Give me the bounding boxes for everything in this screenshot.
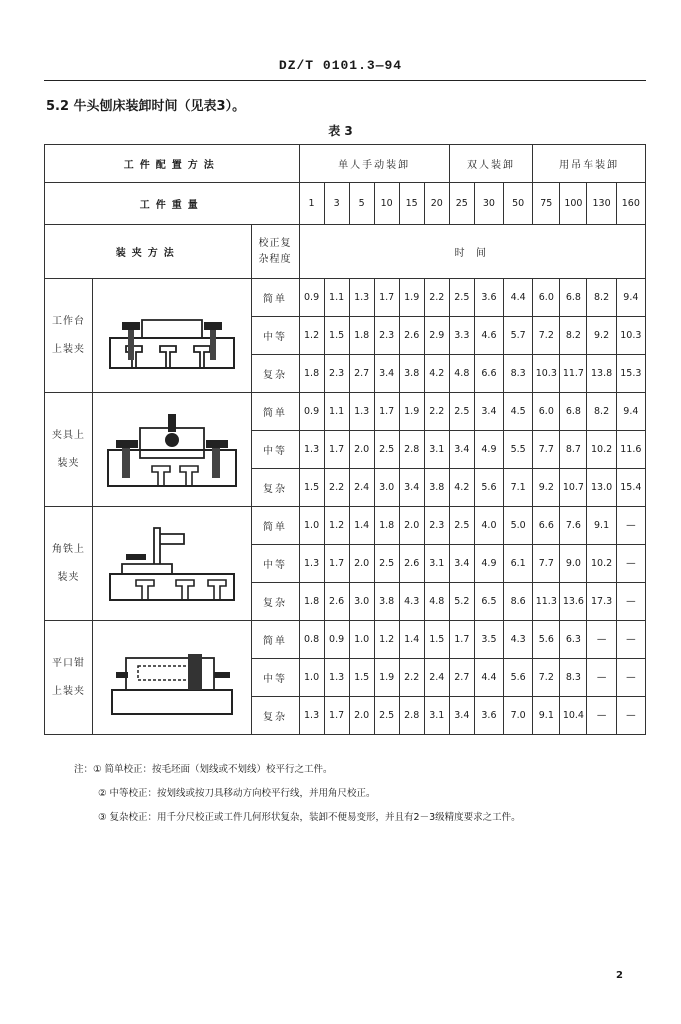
time-value-cell: 3.4 (399, 469, 424, 507)
weight-cell: 75 (533, 183, 560, 225)
time-value-cell: 2.0 (349, 697, 374, 735)
time-value-cell: 2.4 (424, 659, 449, 697)
weight-cell: 10 (374, 183, 399, 225)
complexity-level-cell: 中等 (251, 545, 299, 583)
time-value-cell: 1.4 (399, 621, 424, 659)
time-value-cell: 1.5 (349, 659, 374, 697)
time-value-cell: 5.2 (449, 583, 474, 621)
time-value-cell: 6.6 (533, 507, 560, 545)
weight-cell: 1 (299, 183, 324, 225)
clamping-method-label-line2: 上装夹 (51, 343, 85, 355)
time-value-cell: 1.3 (349, 393, 374, 431)
section-title: 5.2 牛头刨床装卸时间（见表3）。 (46, 99, 246, 114)
time-value-cell: 11.7 (560, 355, 587, 393)
time-value-cell: 2.5 (374, 431, 399, 469)
time-value-cell: 1.8 (349, 317, 374, 355)
time-value-cell: 5.6 (474, 469, 503, 507)
clamping-method-header: 装夹方法 (45, 225, 252, 279)
time-value-cell: 4.8 (449, 355, 474, 393)
time-value-cell: 2.9 (424, 317, 449, 355)
time-value-cell: — (616, 659, 645, 697)
time-value-cell: 4.0 (474, 507, 503, 545)
time-value-cell: 8.2 (560, 317, 587, 355)
time-value-cell: — (616, 583, 645, 621)
time-value-cell: 15.3 (616, 355, 645, 393)
time-value-cell: 8.2 (587, 279, 616, 317)
table-row (45, 393, 646, 431)
time-value-cell: — (587, 621, 616, 659)
clamping-method-label-line1: 工作台 (51, 315, 85, 327)
clamping-method-label (45, 507, 93, 621)
clamping-method-label-line1: 平口钳 (51, 657, 85, 669)
clamping-method-label-line2: 装夹 (57, 457, 80, 469)
time-value-cell: 4.3 (399, 583, 424, 621)
time-value-cell: 3.8 (374, 583, 399, 621)
time-value-cell: 1.8 (299, 355, 324, 393)
time-value-cell: 1.8 (374, 507, 399, 545)
complexity-level-cell: 简单 (251, 279, 299, 317)
time-value-cell: 15.4 (616, 469, 645, 507)
document-code: DZ/T 0101.3—94 (278, 58, 403, 73)
clamping-method-label-line2: 上装夹 (51, 685, 85, 697)
complexity-header-line1: 校正复 (258, 237, 292, 249)
angle-iron-clamp-figure (102, 514, 242, 614)
table-row (45, 507, 646, 545)
time-value-cell: 4.9 (474, 545, 503, 583)
weight-cell: 100 (560, 183, 587, 225)
time-value-cell: 3.0 (349, 583, 374, 621)
time-value-cell: 8.7 (560, 431, 587, 469)
complexity-header (251, 225, 299, 279)
weight-cell: 20 (424, 183, 449, 225)
time-value-cell: 4.2 (424, 355, 449, 393)
time-value-cell: 4.6 (474, 317, 503, 355)
time-value-cell: 3.4 (449, 431, 474, 469)
time-value-cell: 1.2 (299, 317, 324, 355)
time-value-cell: 2.8 (399, 697, 424, 735)
time-value-cell: 1.0 (299, 659, 324, 697)
time-value-cell: 2.7 (349, 355, 374, 393)
table-row (45, 279, 646, 317)
time-value-cell: 2.5 (449, 279, 474, 317)
time-value-cell: 5.6 (533, 621, 560, 659)
table-caption: 表 3 (328, 124, 353, 138)
time-value-cell: 3.3 (449, 317, 474, 355)
worktable-clamp-figure (102, 286, 242, 386)
time-value-cell: 4.3 (504, 621, 533, 659)
complexity-level-cell: 复杂 (251, 355, 299, 393)
complexity-level-cell: 复杂 (251, 697, 299, 735)
time-value-cell: 0.9 (299, 393, 324, 431)
time-value-cell: 2.3 (324, 355, 349, 393)
time-value-cell: 2.5 (449, 393, 474, 431)
time-value-cell: 4.2 (449, 469, 474, 507)
time-value-cell: 1.7 (374, 393, 399, 431)
weight-cell: 30 (474, 183, 503, 225)
table-notes (74, 758, 521, 830)
header-rule (44, 80, 646, 81)
group-header-crane: 用吊车装卸 (533, 145, 646, 183)
time-value-cell: 1.1 (324, 393, 349, 431)
table-row (45, 621, 646, 659)
time-value-cell: 2.0 (399, 507, 424, 545)
time-value-cell: 2.4 (349, 469, 374, 507)
time-value-cell: 2.5 (374, 697, 399, 735)
time-value-cell: 2.3 (374, 317, 399, 355)
time-value-cell: 6.8 (560, 279, 587, 317)
fixture-clamp-figure (102, 400, 242, 500)
time-value-cell: 1.3 (299, 431, 324, 469)
time-value-cell: 9.4 (616, 393, 645, 431)
clamping-method-label-line2: 装夹 (57, 571, 80, 583)
complexity-level-cell: 简单 (251, 393, 299, 431)
complexity-level-cell: 复杂 (251, 583, 299, 621)
time-value-cell: 1.9 (374, 659, 399, 697)
header-row-weight (45, 183, 646, 225)
time-value-cell: 1.3 (299, 545, 324, 583)
group-header-double: 双人装卸 (449, 145, 532, 183)
time-value-cell: 9.2 (587, 317, 616, 355)
time-value-cell: 6.8 (560, 393, 587, 431)
time-value-cell: 1.5 (299, 469, 324, 507)
workpiece-method-header: 工件配置方法 (45, 145, 300, 183)
complexity-header-line2: 杂程度 (258, 253, 292, 265)
vise-clamp-figure (102, 628, 242, 728)
header-row-clamping (45, 225, 646, 279)
clamping-figure-cell (92, 621, 251, 735)
time-value-cell: 1.7 (324, 431, 349, 469)
complexity-level-cell: 中等 (251, 317, 299, 355)
time-value-cell: 1.7 (324, 545, 349, 583)
clamping-method-label (45, 393, 93, 507)
time-value-cell: 3.4 (474, 393, 503, 431)
time-value-cell: 1.4 (349, 507, 374, 545)
time-value-cell: 2.2 (399, 659, 424, 697)
time-value-cell: 9.4 (616, 279, 645, 317)
time-value-cell: — (616, 621, 645, 659)
time-value-cell: 5.5 (504, 431, 533, 469)
clamping-figure-cell (92, 507, 251, 621)
time-value-cell: 3.6 (474, 279, 503, 317)
time-value-cell: 3.1 (424, 545, 449, 583)
group-header-single: 单人手动装卸 (299, 145, 449, 183)
time-value-cell: 1.0 (299, 507, 324, 545)
time-value-cell: 10.2 (587, 431, 616, 469)
time-value-cell: 1.2 (324, 507, 349, 545)
clamping-method-label-line1: 角铁上 (51, 543, 85, 555)
clamping-figure-cell (92, 279, 251, 393)
page-number: 2 (616, 970, 623, 981)
time-value-cell: — (587, 659, 616, 697)
time-value-cell: 9.1 (533, 697, 560, 735)
time-value-cell: — (616, 697, 645, 735)
time-value-cell: 4.9 (474, 431, 503, 469)
time-value-cell: 1.0 (349, 621, 374, 659)
time-value-cell: 6.0 (533, 279, 560, 317)
time-value-cell: 3.6 (474, 697, 503, 735)
time-value-cell: 3.1 (424, 431, 449, 469)
weight-cell: 15 (399, 183, 424, 225)
time-value-cell: 8.6 (504, 583, 533, 621)
time-value-cell: 1.9 (399, 279, 424, 317)
complexity-level-cell: 复杂 (251, 469, 299, 507)
time-value-cell: 8.2 (587, 393, 616, 431)
time-value-cell: 5.7 (504, 317, 533, 355)
time-value-cell: 6.6 (474, 355, 503, 393)
note-1: 注：① 简单校正：按毛坯面（划线或不划线）校平行之工件。 (74, 764, 333, 775)
time-header: 时 间 (299, 225, 645, 279)
time-value-cell: 2.5 (374, 545, 399, 583)
time-value-cell: 2.0 (349, 545, 374, 583)
time-value-cell: 5.0 (504, 507, 533, 545)
clamping-figure-cell (92, 393, 251, 507)
time-value-cell: 10.7 (560, 469, 587, 507)
clamping-time-table (44, 144, 646, 735)
time-value-cell: 2.6 (399, 545, 424, 583)
time-value-cell: 10.3 (616, 317, 645, 355)
time-value-cell: 1.8 (299, 583, 324, 621)
time-value-cell: 3.8 (399, 355, 424, 393)
time-value-cell: 9.0 (560, 545, 587, 583)
time-value-cell: 2.5 (449, 507, 474, 545)
time-value-cell: 3.1 (424, 697, 449, 735)
note-3: ③ 复杂校正：用千分尺校正或工件几何形状复杂，装卸不便易变形，并且有2－3级精度要求之工件。 (98, 812, 521, 823)
time-value-cell: 8.3 (560, 659, 587, 697)
time-value-cell: 7.2 (533, 659, 560, 697)
weight-cell: 25 (449, 183, 474, 225)
time-value-cell: 2.2 (424, 393, 449, 431)
time-value-cell: 1.5 (424, 621, 449, 659)
complexity-level-cell: 中等 (251, 659, 299, 697)
weight-cell: 130 (587, 183, 616, 225)
weight-cell: 3 (324, 183, 349, 225)
time-value-cell: 10.2 (587, 545, 616, 583)
time-value-cell: 1.1 (324, 279, 349, 317)
time-value-cell: 0.9 (324, 621, 349, 659)
time-value-cell: 1.7 (324, 697, 349, 735)
time-value-cell: 6.5 (474, 583, 503, 621)
time-value-cell: 1.3 (324, 659, 349, 697)
time-value-cell: 1.2 (374, 621, 399, 659)
time-value-cell: 7.1 (504, 469, 533, 507)
time-value-cell: 3.8 (424, 469, 449, 507)
header-row-method (45, 145, 646, 183)
time-value-cell: 0.9 (299, 279, 324, 317)
time-value-cell: 1.9 (399, 393, 424, 431)
time-value-cell: 2.0 (349, 431, 374, 469)
time-value-cell: 6.0 (533, 393, 560, 431)
time-value-cell: 8.3 (504, 355, 533, 393)
time-value-cell: 6.1 (504, 545, 533, 583)
time-value-cell: 13.6 (560, 583, 587, 621)
weight-cell: 5 (349, 183, 374, 225)
time-value-cell: 0.8 (299, 621, 324, 659)
time-value-cell: 17.3 (587, 583, 616, 621)
time-value-cell: 2.2 (324, 469, 349, 507)
time-value-cell: 2.3 (424, 507, 449, 545)
time-value-cell: — (616, 507, 645, 545)
time-value-cell: 7.7 (533, 545, 560, 583)
time-value-cell: 7.6 (560, 507, 587, 545)
time-value-cell: 2.6 (324, 583, 349, 621)
note-2: ② 中等校正：按划线或按刀具移动方向校平行线，并用角尺校正。 (98, 788, 376, 799)
time-value-cell: 2.7 (449, 659, 474, 697)
time-value-cell: — (616, 545, 645, 583)
workpiece-weight-header: 工件重量 (45, 183, 300, 225)
time-value-cell: 1.7 (374, 279, 399, 317)
time-value-cell: 1.3 (349, 279, 374, 317)
time-value-cell: 4.4 (504, 279, 533, 317)
time-value-cell: 10.4 (560, 697, 587, 735)
time-value-cell: 3.4 (449, 697, 474, 735)
time-value-cell: 2.8 (399, 431, 424, 469)
time-value-cell: 13.8 (587, 355, 616, 393)
time-value-cell: 7.7 (533, 431, 560, 469)
time-value-cell: — (587, 697, 616, 735)
time-value-cell: 4.5 (504, 393, 533, 431)
time-value-cell: 4.4 (474, 659, 503, 697)
time-value-cell: 4.8 (424, 583, 449, 621)
clamping-method-label (45, 621, 93, 735)
time-value-cell: 3.4 (449, 545, 474, 583)
time-value-cell: 3.5 (474, 621, 503, 659)
time-value-cell: 10.3 (533, 355, 560, 393)
time-value-cell: 5.6 (504, 659, 533, 697)
complexity-level-cell: 中等 (251, 431, 299, 469)
time-value-cell: 1.7 (449, 621, 474, 659)
time-value-cell: 11.6 (616, 431, 645, 469)
time-value-cell: 7.0 (504, 697, 533, 735)
weight-cell: 50 (504, 183, 533, 225)
time-value-cell: 3.4 (374, 355, 399, 393)
complexity-level-cell: 简单 (251, 621, 299, 659)
time-value-cell: 3.0 (374, 469, 399, 507)
time-value-cell: 1.3 (299, 697, 324, 735)
clamping-method-label (45, 279, 93, 393)
time-value-cell: 9.2 (533, 469, 560, 507)
time-value-cell: 13.0 (587, 469, 616, 507)
time-value-cell: 2.2 (424, 279, 449, 317)
time-value-cell: 11.3 (533, 583, 560, 621)
complexity-level-cell: 简单 (251, 507, 299, 545)
time-value-cell: 9.1 (587, 507, 616, 545)
weight-cell: 160 (616, 183, 645, 225)
time-value-cell: 2.6 (399, 317, 424, 355)
clamping-method-label-line1: 夹具上 (51, 429, 85, 441)
time-value-cell: 6.3 (560, 621, 587, 659)
time-value-cell: 1.5 (324, 317, 349, 355)
time-value-cell: 7.2 (533, 317, 560, 355)
